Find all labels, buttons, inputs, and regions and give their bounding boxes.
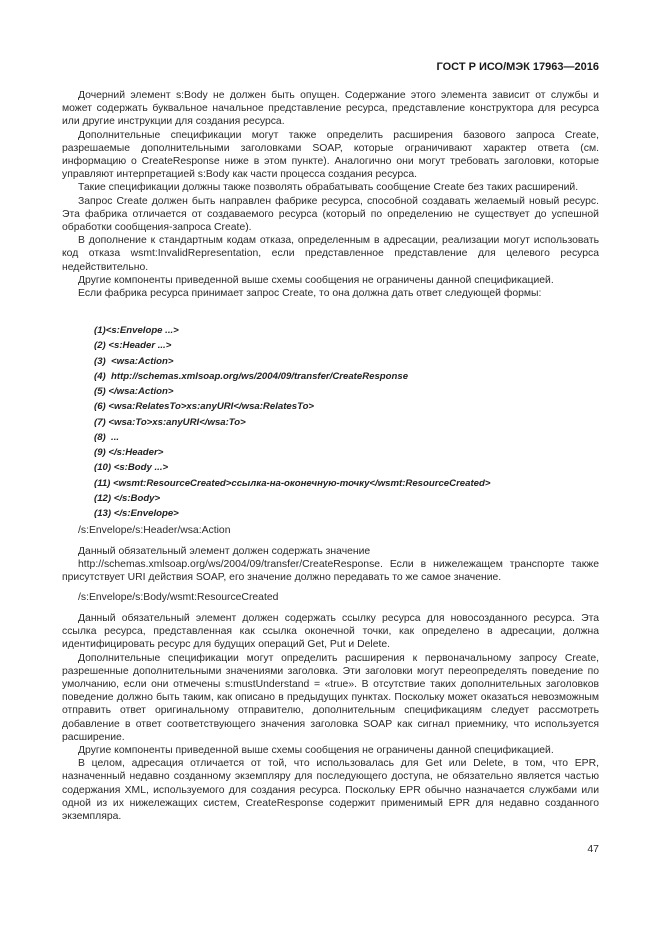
- document-header: ГОСТ Р ИСО/МЭК 17963—2016: [436, 61, 599, 73]
- page-number: 47: [587, 843, 599, 855]
- paragraph: Такие спецификации должны также позволять обрабатывать сообщение Create без таких расширений.: [78, 182, 579, 194]
- paragraph: В целом, адресация отличается от той, что использовалась для Get или Delete, в том, что EPR, назначенный недавно созданному экземпляру для последующего доступа, не обязательно является частью содержания XML, используемого для создания ресурса. Поскольку EPR обычно назначается службами или одной из их нижележащих систем, CreateResponse содержит применимый EPR для недавно созданного экземпляра.: [62, 758, 599, 823]
- code-line: (8) ...: [94, 431, 120, 443]
- action-description: [62, 545, 599, 585]
- code-listing: [94, 323, 490, 521]
- code-line: (2) <s:Header ...>: [94, 340, 172, 352]
- code-line: (11) <wsmt:ResourceCreated>ссылка-на-оконечную-точку</wsmt:ResourceCreated>: [94, 477, 491, 489]
- paragraph: Запрос Create должен быть направлен фабрике ресурса, способной создавать желаемый новый ресурс. Эта фабрика отличается от создаваемого ресурса (который по определению не существует до успешной обработки сообщения-запроса Create).: [62, 195, 599, 234]
- code-line: (7) <wsa:To>xs:anyURI</wsa:To>: [94, 416, 246, 428]
- code-line: (1)<s:Envelope ...>: [94, 325, 179, 336]
- section-2: [62, 612, 599, 823]
- body-heading: /s:Envelope/s:Body/wsmt:ResourceCreated: [78, 592, 279, 603]
- paragraph: Дополнительные спецификации могут также определить расширения базового запроса Create, разрешаемые дополнительными заголовками SOAP, которые ограничивают характер ответа (см. информацию о CreateResponse ниже в этом пункте). Аналогично они могут требовать заголовки, которые управляют интерпретацией s:Body как части процесса создания ресурса.: [62, 129, 599, 181]
- section-1: [62, 89, 599, 300]
- paragraph: Данный обязательный элемент должен содержать значение: [78, 546, 371, 557]
- code-line: (3) <wsa:Action>: [94, 355, 174, 367]
- code-line: (9) </s:Header>: [94, 447, 164, 458]
- paragraph: Данный обязательный элемент должен содержать ссылку ресурса для новосозданного ресурса. Эта ссылка ресурса, представленная как ссылка оконечной точки, как определено в адресации, должна идентифицировать ресурс для будущих операций Get, Put и Delete.: [62, 613, 599, 651]
- paragraph: http://schemas.xmlsoap.org/ws/2004/09/transfer/CreateResponse. Если в нижележащем транспорте также присутствует URI действия SOAP, его значение должно передавать то же самое значение.: [62, 559, 599, 584]
- paragraph: Дополнительные спецификации могут определить расширения к первоначальному запросу Create, разрешенные дополнительными значениями заголовка. Эти заголовки могут переопределять поведение по умолчанию, если они отмечены s:mustUnderstand = «true». В отсутствие таких дополнительных заголовков поведение должно быть таким, как описано в предыдущих пунктах. Поскольку может оказаться невозможным отправить ответ оригинальному отправителю, дополнительным спецификациям следует рассмотреть добавление в ответ соответствующего значения заголовка SOAP как сигнал приемнику, что используется расширение.: [62, 652, 599, 743]
- action-heading: /s:Envelope/s:Header/wsa:Action: [78, 525, 231, 536]
- code-line: (13) </s:Envelope>: [94, 508, 179, 519]
- paragraph: Если фабрика ресурса принимает запрос Create, то она должна дать ответ следующей формы:: [78, 288, 542, 300]
- code-line: (12) </s:Body>: [94, 492, 161, 504]
- code-line: (10) <s:Body ...>: [94, 462, 169, 474]
- code-line: (5) </wsa:Action>: [94, 386, 174, 397]
- paragraph: Другие компоненты приведенной выше схемы сообщения не ограничены данной спецификацией.: [78, 745, 554, 757]
- code-line: (4) http://schemas.xmlsoap.org/ws/2004/09/transfer/CreateResponse: [94, 370, 409, 382]
- paragraph: Другие компоненты приведенной выше схемы сообщения не ограничены данной спецификацией.: [78, 274, 554, 286]
- paragraph: В дополнение к стандартным кодам отказа, определенным в адресации, реализации могут использовать код отказа wsmt:InvalidRepresentation, если представленное представление для целевого ресурса недействительно.: [62, 235, 599, 273]
- paragraph: Дочерний элемент s:Body не должен быть опущен. Содержание этого элемента зависит от службы и может содержать буквальное начальное представление ресурса, представление конструктора для ресурса или другие инструкции для создания ресурса.: [62, 90, 599, 128]
- code-line: (6) <wsa:RelatesTo>xs:anyURI</wsa:RelatesTo>: [94, 401, 315, 413]
